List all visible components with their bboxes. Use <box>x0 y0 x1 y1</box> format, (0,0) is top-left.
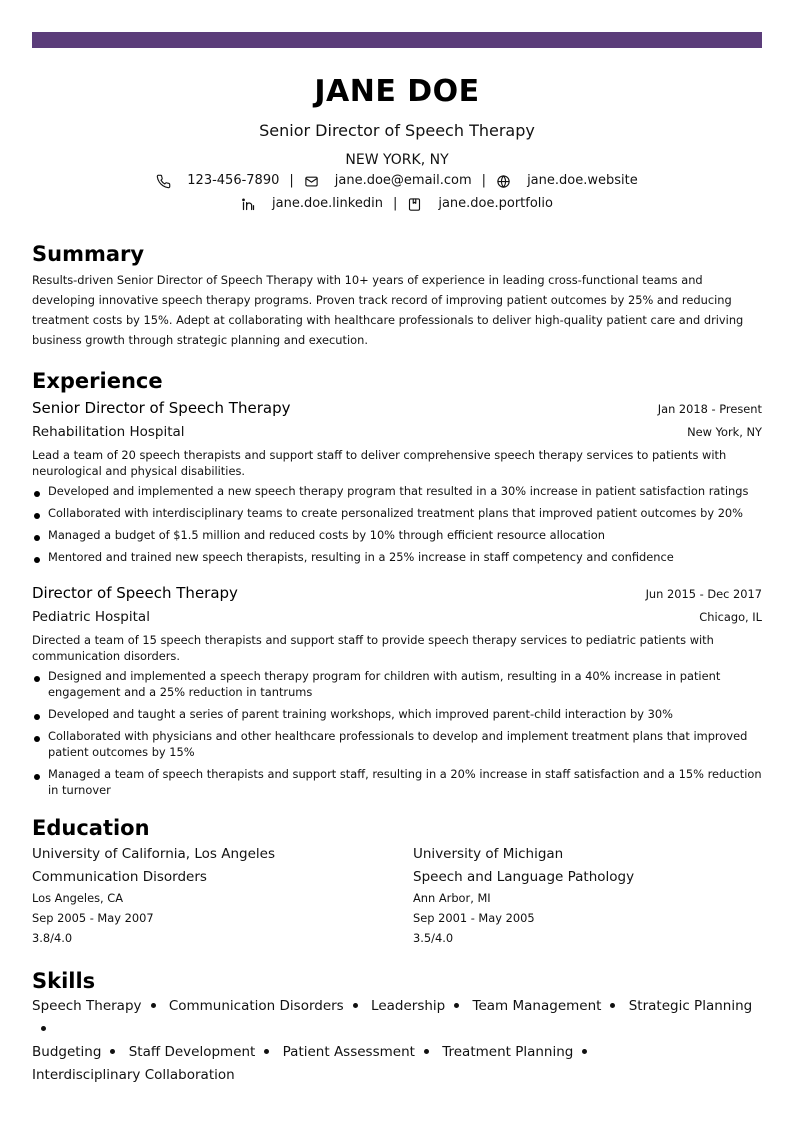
portfolio-text: jane.doe.portfolio <box>438 196 553 211</box>
candidate-title: Senior Director of Speech Therapy <box>259 121 535 140</box>
edu-degree: Communication Disorders <box>32 869 207 885</box>
edu-dates: Sep 2005 - May 2007 <box>32 911 154 925</box>
candidate-name: JANE DOE <box>314 74 480 109</box>
job-location: New York, NY <box>687 425 762 439</box>
edu-degree: Speech and Language Pathology <box>413 869 635 885</box>
job-bullet: Mentored and trained new speech therapists, resulting in a 25% increase in staff competency and confidence <box>32 549 762 565</box>
job-bullets <box>32 483 762 565</box>
job-bullet: Developed and taught a series of parent training workshops, which improved parent-child interaction by 30% <box>32 706 762 722</box>
job-bullets <box>32 668 762 798</box>
website-text: jane.doe.website <box>527 173 638 188</box>
job-bullet: Developed and implemented a new speech therapy program that resulted in a 30% increase in patient satisfaction ratings <box>32 483 762 499</box>
job-dates: Jun 2015 - Dec 2017 <box>645 587 762 601</box>
globe-icon <box>496 174 511 189</box>
contact-row-secondary <box>32 194 762 214</box>
summary-text: Results-driven Senior Director of Speech Therapy with 10+ years of experience in leading cross-functional teams and developing innovative speech therapy programs. Proven track record of improving patient outcomes by 25% and reducing treatment costs by 15%. Adept at collaborating with healthcare professionals to deliver high-quality patient care and driving business growth through strategic planning and execution. <box>32 273 744 347</box>
summary-heading: Summary <box>32 242 145 266</box>
skill-item: Interdisciplinary Collaboration <box>32 1067 235 1083</box>
bullet-separator <box>610 1003 615 1008</box>
edu-school: University of Michigan <box>413 846 564 862</box>
job-entry <box>32 583 762 804</box>
skills-list <box>32 995 767 1087</box>
accent-bar <box>32 32 762 48</box>
education-entry <box>32 845 392 948</box>
education-entry <box>413 845 773 948</box>
job-description: Directed a team of 15 speech therapists and support staff to provide speech therapy services to pediatric patients with communication disorders. <box>32 633 714 663</box>
skill-item: Communication Disorders <box>168 998 344 1014</box>
experience-heading: Experience <box>32 369 163 393</box>
bullet-separator <box>110 1049 115 1054</box>
separator: | <box>392 196 398 211</box>
contact-linkedin[interactable] <box>241 194 383 214</box>
bullet-separator <box>41 1026 46 1031</box>
job-bullet: Designed and implemented a speech therapy program for children with autism, resulting in a 40% increase in patient engagement and a 25% reduction in tantrums <box>32 668 762 700</box>
candidate-location: NEW YORK, NY <box>345 152 449 168</box>
skill-item: Patient Assessment <box>282 1044 415 1060</box>
bullet-separator <box>353 1003 358 1008</box>
contact-row-primary <box>32 171 762 191</box>
job-entry <box>32 398 762 571</box>
portfolio-icon <box>407 197 422 212</box>
job-description: Lead a team of 20 speech therapists and support staff to deliver comprehensive speech therapy services to patients with neurological and physical disabilities. <box>32 448 727 478</box>
edu-location: Ann Arbor, MI <box>413 891 491 905</box>
job-bullet: Managed a team of speech therapists and support staff, resulting in a 20% increase in staff satisfaction and a 15% reduction in turnover <box>32 766 762 798</box>
phone-icon <box>156 174 171 189</box>
edu-school: University of California, Los Angeles <box>32 846 276 862</box>
skill-item: Leadership <box>371 998 446 1014</box>
bullet-separator <box>454 1003 459 1008</box>
job-bullet: Collaborated with physicians and other healthcare professionals to develop and implement treatment plans that improved patient outcomes by 15% <box>32 728 762 760</box>
skill-item: Budgeting <box>32 1044 102 1060</box>
skill-item: Team Management <box>472 998 602 1014</box>
separator: | <box>481 173 487 188</box>
bullet-separator <box>582 1049 587 1054</box>
skill-item: Strategic Planning <box>628 998 753 1014</box>
bullet-separator <box>151 1003 156 1008</box>
resume-header <box>32 72 762 214</box>
job-title: Senior Director of Speech Therapy <box>32 399 291 417</box>
contact-portfolio[interactable] <box>407 194 553 214</box>
email-text: jane.doe@email.com <box>334 173 472 188</box>
job-dates: Jan 2018 - Present <box>657 402 762 416</box>
job-title: Director of Speech Therapy <box>32 584 238 602</box>
contact-phone[interactable] <box>156 171 279 191</box>
skill-item: Treatment Planning <box>442 1044 574 1060</box>
separator: | <box>289 173 294 188</box>
skill-item: Staff Development <box>128 1044 256 1060</box>
linkedin-icon <box>241 197 256 212</box>
edu-dates: Sep 2001 - May 2005 <box>413 911 535 925</box>
edu-gpa: 3.5/4.0 <box>413 931 454 945</box>
phone-text: 123-456-7890 <box>187 173 280 188</box>
job-bullet: Collaborated with interdisciplinary teams to create personalized treatment plans that improved patient outcomes by 20% <box>32 505 762 521</box>
edu-location: Los Angeles, CA <box>32 891 124 905</box>
job-company: Rehabilitation Hospital <box>32 424 185 440</box>
education-heading: Education <box>32 816 150 840</box>
linkedin-text: jane.doe.linkedin <box>272 196 383 211</box>
edu-gpa: 3.8/4.0 <box>32 931 73 945</box>
job-company: Pediatric Hospital <box>32 609 150 625</box>
bullet-separator <box>424 1049 429 1054</box>
mail-icon <box>304 174 319 189</box>
skill-item: Speech Therapy <box>32 998 142 1014</box>
bullet-separator <box>264 1049 269 1054</box>
contact-email[interactable] <box>304 171 472 191</box>
job-bullet: Managed a budget of $1.5 million and reduced costs by 10% through efficient resource allocation <box>32 527 762 543</box>
contact-website[interactable] <box>496 171 638 191</box>
job-location: Chicago, IL <box>699 610 762 624</box>
skills-heading: Skills <box>32 969 96 993</box>
